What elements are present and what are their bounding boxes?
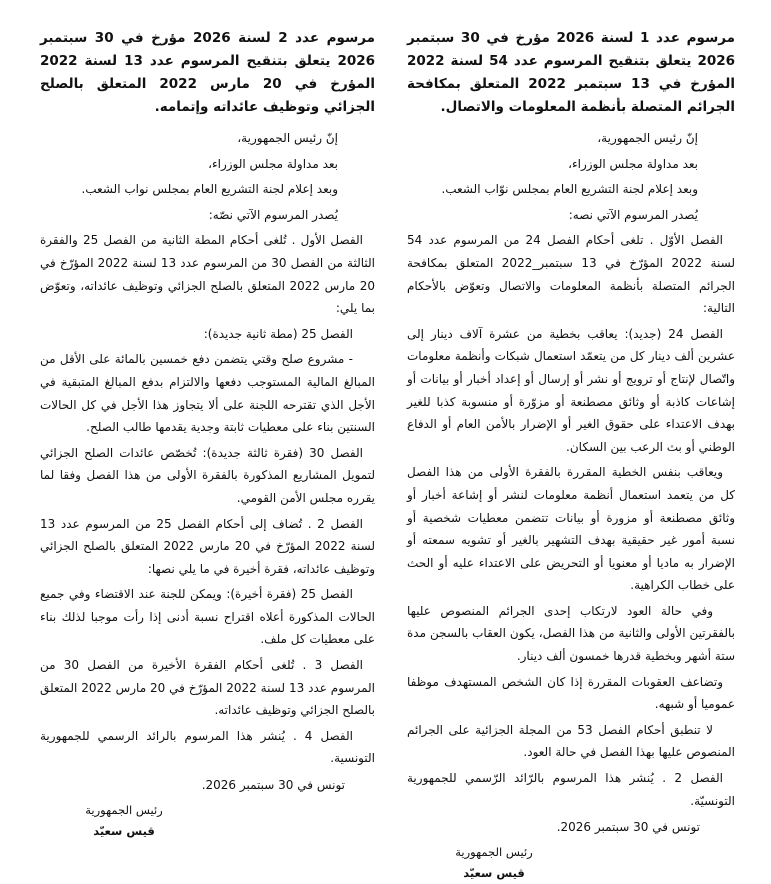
preamble-deliberation: بعد مداولة مجلس الوزراء، — [568, 156, 698, 171]
enactment-formula: يُصدر المرسوم الآتي نصّه: — [208, 207, 338, 222]
decree-1-column — [407, 27, 735, 884]
article-2-publication: الفصل 2 . يُنشر هذا المرسوم بالرّائد الرّسمي للجمهورية التونسيّة. — [407, 771, 735, 808]
article-24-paragraph-3: وفي حالة العود لارتكاب إحدى الجرائم المنصوص عليها بالفقرتين الأولى والثانية من هذا الفصل، يكون العقاب بالسجن مدة ستة أشهر وبخطية قدرها خمسون ألف دينار. — [407, 603, 735, 664]
decree-2-title: مرسوم عدد 2 لسنة 2026 مؤرخ في 30 سبتمبر 2026 يتعلق بتنقيح المرسوم عدد 13 لسنة 2022 المؤرخ في 20 مارس 2022 المتعلق بالصلح الجزائي وتوظيف عائداته وإتمامه. — [40, 30, 376, 115]
decree-1-title: مرسوم عدد 1 لسنة 2026 مؤرخ في 30 سبتمبر 2026 يتعلق بتنقيح المرسوم عدد 54 لسنة 2022 المؤرخ في 13 سبتمبر 2022 المتعلق بمكافحة الجرائم المتصلة بأنظمة المعلومات والاتصال. — [407, 30, 736, 115]
article-24-paragraph-5: لا تنطبق أحكام الفصل 53 من المجلة الجزائية على الجرائم المنصوص عليها بهذا الفصل في حالة العود. — [407, 722, 735, 760]
article-30-paragraph-3: الفصل 30 (فقرة ثالثة جديدة): تُخصّص عائدات الصلح الجزائي لتمويل المشاريع المذكورة بالفقرة الأولى من هذا الفصل وفقا لما يقرره مجلس الأمن القومي. — [40, 445, 375, 505]
signing-place-date: تونس في 30 سبتمبر 2026. — [556, 820, 700, 835]
article-25-indent-2-text: - مشروع صلح وقتي يتضمن دفع خمسين بالمائة على الأقل من المبالغ المالية المستوجب دفعها والالتزام بدفع المبالغ المتبقية في الأجل الذي تقترحه اللجنة على ألا يتجاوز هذا الأجل في كل الحالات السنتين بناء على معطيات ثابتة وجدية يقدمها طالب الصلح. — [40, 352, 375, 435]
signatory-title: رئيس الجمهورية — [85, 803, 163, 818]
article-24-paragraph-4: وتضاعف العقوبات المقررة إذا كان الشخص المستهدف موظفا عموميا أو شبهه. — [407, 674, 735, 712]
enactment-formula: يُصدر المرسوم الآتي نصه: — [568, 207, 698, 222]
article-25-indent-2-heading: الفصل 25 (مطة ثانية جديدة): — [203, 326, 353, 341]
article-1: الفصل الأول . تُلغى أحكام المطة الثانية من الفصل 25 والفقرة الثالثة من الفصل 30 من المرسوم عدد 13 لسنة 2022 المؤرّخ في 20 مارس 2022 المتعلق بالصلح الجزائي وتوظيف عائداته، وتعوّض بما يلي: — [40, 233, 375, 316]
decree-2-column — [40, 27, 375, 842]
signature-block — [410, 842, 578, 884]
signature-block — [40, 800, 208, 842]
signatory-title: رئيس الجمهورية — [455, 845, 533, 860]
article-24-paragraph-2: ويعاقب بنفس الخطية المقررة بالفقرة الأولى من هذا الفصل كل من يتعمد استعمال أنظمة معلومات لنشر أو إشاعة أخبار أو وثائق مصطنعة أو مزورة أو بيانات تتضمن معطيات شخصية أو نسبة أمور غير حقيقية بهدف التشهير بالغير أو تشويه سمعته أو الإضرار به ماديا أو معنويا أو التحريض على الاعتداء عليه أو الحث على خطاب الكراهية. — [407, 465, 735, 593]
article-4-publication: الفصل 4 . يُنشر هذا المرسوم بالرائد الرسمي للجمهورية التونسية. — [40, 728, 375, 766]
article-3: الفصل 3 . تُلغى أحكام الفقرة الأخيرة من الفصل 30 من المرسوم عدد 13 لسنة 2022 المؤرّخ في 20 مارس 2022 المتعلق بالصلح الجزائي وتوظيف عائداته. — [40, 658, 375, 718]
preamble-deliberation: بعد مداولة مجلس الوزراء، — [208, 156, 338, 171]
article-2: الفصل 2 . تُضاف إلى أحكام الفصل 25 من المرسوم عدد 13 لسنة 2022 المؤرّخ في 20 مارس 2022 المتعلق بالصلح الجزائي وتوظيف عائداته، فقرة أخيرة في ما يلي نصها: — [40, 516, 376, 576]
signatory-name: قيس سعيّد — [463, 866, 525, 881]
article-25-last-paragraph: الفصل 25 (فقرة أخيرة): ويمكن للجنة عند الاقتضاء وفي جميع الحالات المذكورة أعلاه اقتراح نسبة أدنى إذا رأت موجبا لذلك بناء على معطيات كل ملف. — [40, 587, 375, 647]
article-1: الفصل الأوّل . تلغى أحكام الفصل 24 من المرسوم عدد 54 لسنة 2022 المؤرّخ في 13 سبتمبر_2022 المتعلق بمكافحة الجرائم المتصلة بأنظمة المعلومات والاتصال وتعوّض بالأحكام التالية: — [407, 233, 735, 316]
article-24-new: الفصل 24 (جديد): يعاقب بخطية من عشرة آلاف دينار إلى عشرين ألف دينار كل من يتعمّد استعمال شبكات وأنظمة معلومات واتّصال لإنتاج أو ترويج أو نشر أو إرسال أو إعداد أخبار أو بيانات أو إشاعات كاذبة أو وثائق مصطنعة أو مزوّرة أو منسوبة كذبا للغير بهدف الاعتداء على حقوق الغير أو الإضرار بالأمن العام أو الدفاع الوطني أو بث الرعب بين السكان. — [407, 326, 735, 454]
signing-place-date: تونس في 30 سبتمبر 2026. — [201, 778, 345, 793]
preamble-notification: وبعد إعلام لجنة التشريع العام بمجلس نوّاب الشعب. — [441, 182, 698, 197]
preamble-president: إنّ رئيس الجمهورية، — [237, 131, 338, 145]
preamble-president: إنّ رئيس الجمهورية، — [597, 131, 698, 145]
preamble-notification: وبعد إعلام لجنة التشريع العام بمجلس نواب الشعب. — [81, 182, 338, 197]
signatory-name: قيس سعيّد — [93, 824, 155, 839]
